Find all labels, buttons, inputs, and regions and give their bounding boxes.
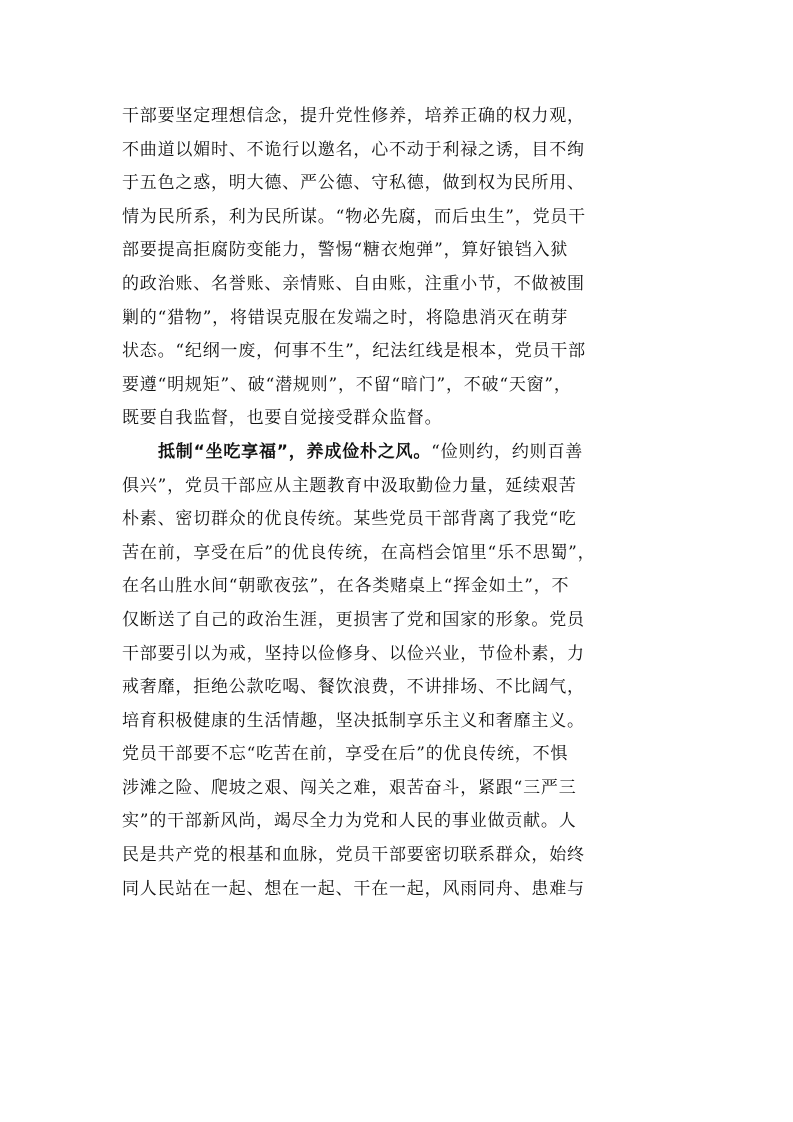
text-line: 状态。“纪纲一废，何事不生”，纪法红线是根本，党员干部 <box>122 341 586 362</box>
text-line: 部要提高拒腐防变能力，警惕“糖衣炮弹”，算好锒铛入狱 <box>122 240 569 261</box>
text-line: 的政治账、名誉账、亲情账、自由账，注重小节，不做被围 <box>122 273 585 294</box>
paragraph-first-line <box>122 436 682 470</box>
text-line: 培育积极健康的生活情趣，坚决抵制享乐主义和奢靡主义。 <box>122 710 585 731</box>
text-line: 朴素、密切群众的优良传统。某些党员干部背离了我党“吃 <box>122 509 577 530</box>
text-line: 实”的干部新风尚，竭尽全力为党和人民的事业做贡献。人 <box>122 811 577 832</box>
paragraph-1 <box>122 100 682 436</box>
text-line: 剿的“猎物”，将错误克服在发端之时，将隐患消灭在萌芽 <box>122 307 569 328</box>
text-line: 民是共产党的根基和血脉，党员干部要密切联系群众，始终 <box>122 845 585 866</box>
paragraph-lead-text: “俭则约，约则百善 <box>431 441 584 462</box>
text-line: 涉滩之险、爬坡之艰、闯关之难，艰苦奋斗，紧跟“三严三 <box>122 777 577 798</box>
text-line: 干部要引以为戒，坚持以俭修身、以俭兴业，节俭朴素，力 <box>122 643 585 664</box>
text-line: 于五色之惑，明大德、严公德、守私德，做到权为民所用、 <box>122 173 585 194</box>
text-line: 苦在前，享受在后”的优良传统，在高档会馆里“乐不思蜀”， <box>122 542 596 563</box>
text-line: 戒奢靡，拒绝公款吃喝、餐饮浪费，不讲排场、不比阔气， <box>122 677 585 698</box>
text-line: 情为民所系，利为民所谋。“物必先腐，而后虫生”，党员干 <box>122 206 586 227</box>
text-line: 俱兴”，党员干部应从主题教育中汲取勤俭力量，延续艰苦 <box>122 475 577 496</box>
text-line: 在名山胜水间“朝歌夜弦”，在各类赌桌上“挥金如土”，不 <box>122 576 570 597</box>
text-line: 要遵“明规矩”、破“潜规则”，不留“暗门”，不破“天窗”， <box>122 374 572 395</box>
body-text <box>122 100 682 906</box>
text-line: 仅断送了自己的政治生涯，更损害了党和国家的形象。党员 <box>122 609 585 630</box>
text-line: 同人民站在一起、想在一起、干在一起，风雨同舟、患难与 <box>122 878 585 899</box>
text-line: 党员干部要不忘“吃苦在前，享受在后”的优良传统，不惧 <box>122 744 569 765</box>
text-line: 不曲道以媚时、不诡行以邀名，心不动于利禄之诱，目不绚 <box>122 139 585 160</box>
text-line: 干部要坚定理想信念，提升党性修养，培养正确的权力观， <box>122 106 585 126</box>
text-line: 既要自我监督，也要自觉接受群众监督。 <box>122 408 443 429</box>
paragraph-heading: 抵制“坐吃享福”，养成俭朴之风。 <box>158 441 432 462</box>
paragraph-2 <box>122 436 682 906</box>
